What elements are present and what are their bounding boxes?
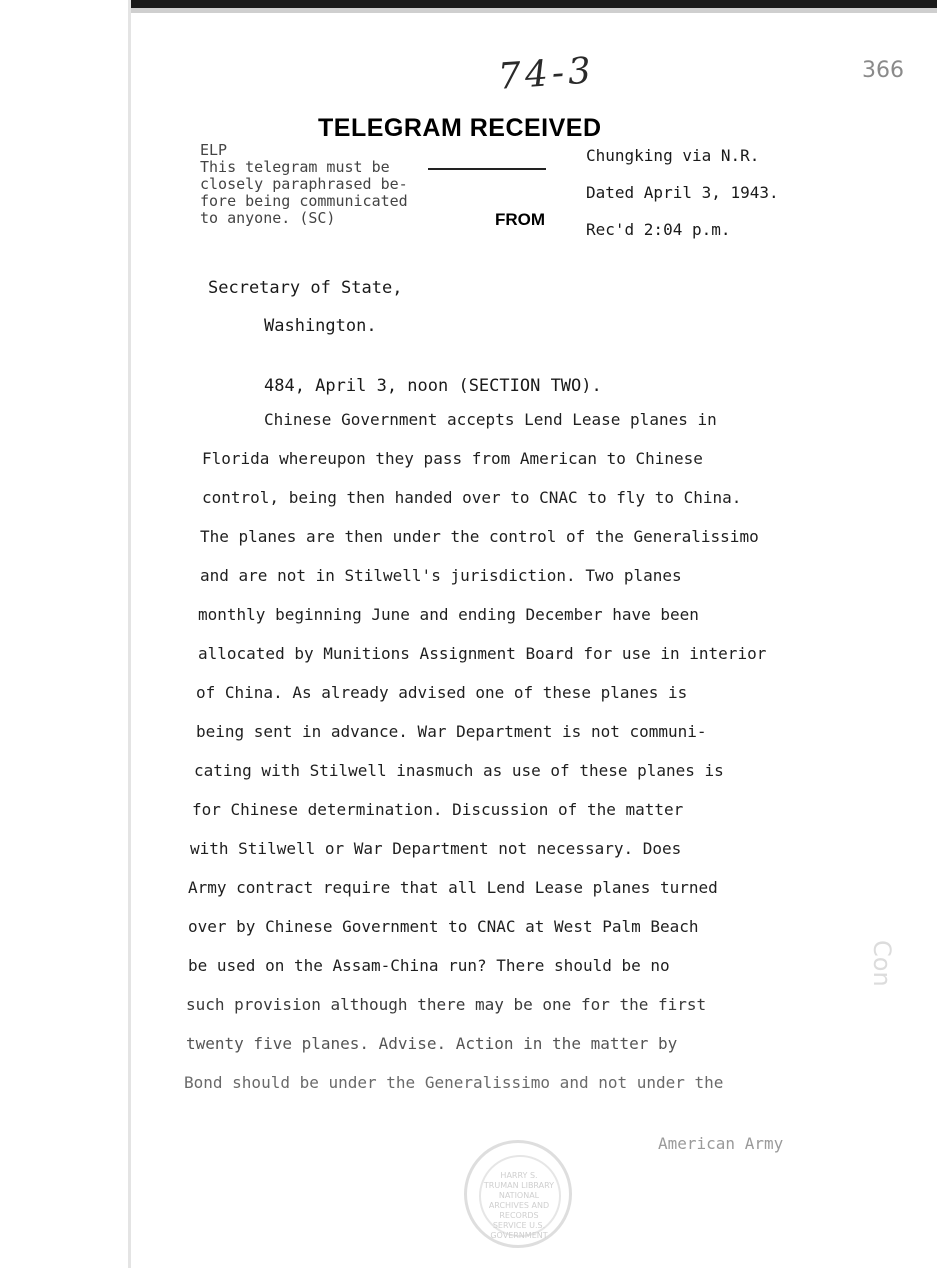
body-line: of China. As already advised one of these planes is: [196, 683, 688, 702]
document-title: TELEGRAM RECEIVED: [318, 114, 602, 142]
scan-top-border: [130, 0, 937, 8]
restriction-line: fore being communicated: [200, 192, 408, 210]
restriction-notice: [200, 142, 500, 227]
body-line: control, being then handed over to CNAC to fly to China.: [202, 488, 742, 507]
body-line: such provision although there may be one for the first: [186, 995, 707, 1014]
page-number: 366: [862, 58, 904, 83]
header-rule: [428, 168, 546, 170]
received-line: Rec'd 2:04 p.m.: [586, 220, 731, 239]
body-line: be used on the Assam-China run? There should be no: [188, 956, 670, 975]
body-line: with Stilwell or War Department not necessary. Does: [190, 839, 682, 858]
body-line: allocated by Munitions Assignment Board for use in interior: [198, 644, 767, 663]
restriction-line: This telegram must be: [200, 158, 390, 176]
body-line: monthly beginning June and ending December have been: [198, 605, 699, 624]
body-line: Bond should be under the Generalissimo and not under the: [184, 1073, 724, 1092]
archives-stamp-text: HARRY S. TRUMAN LIBRARY NATIONAL ARCHIVES AND RECORDS SERVICE U.S. GOVERNMENT: [483, 1171, 555, 1240]
body-line: and are not in Stilwell's jurisdiction. Two planes: [200, 566, 682, 585]
body-line: twenty five planes. Advise. Action in the matter by: [186, 1034, 678, 1053]
archives-stamp: [464, 1140, 572, 1248]
restriction-line: to anyone. (SC): [200, 209, 336, 227]
message-reference: 484, April 3, noon (SECTION TWO).: [264, 376, 602, 396]
body-line: for Chinese determination. Discussion of the matter: [192, 800, 684, 819]
body-line: over by Chinese Government to CNAC at West Palm Beach: [188, 917, 699, 936]
restriction-line: ELP: [200, 141, 228, 159]
dated-line: Dated April 3, 1943.: [586, 183, 779, 202]
scan-top-shadow: [130, 8, 937, 13]
scan-left-edge: [128, 0, 131, 1268]
body-line: cating with Stilwell inasmuch as use of these planes is: [194, 761, 724, 780]
continuation-text: American Army: [658, 1134, 784, 1153]
body-line: Army contract require that all Lend Lease planes turned: [188, 878, 718, 897]
margin-faint-text: Con: [868, 940, 896, 987]
handwritten-file-number: 74-3: [496, 50, 597, 98]
from-label: FROM: [495, 210, 546, 229]
restriction-line: closely paraphrased be-: [200, 175, 408, 193]
origin-line: Chungking via N.R.: [586, 146, 760, 165]
addressee-salutation: Secretary of State,: [208, 278, 403, 298]
body-line: The planes are then under the control of the Generalissimo: [200, 527, 759, 546]
body-line: being sent in advance. War Department is not communi-: [196, 722, 707, 741]
addressee-city: Washington.: [264, 316, 377, 336]
body-line: Chinese Government accepts Lend Lease planes in: [264, 410, 717, 429]
telegram-meta: [586, 146, 906, 257]
body-line: Florida whereupon they pass from American to Chinese: [202, 449, 703, 468]
